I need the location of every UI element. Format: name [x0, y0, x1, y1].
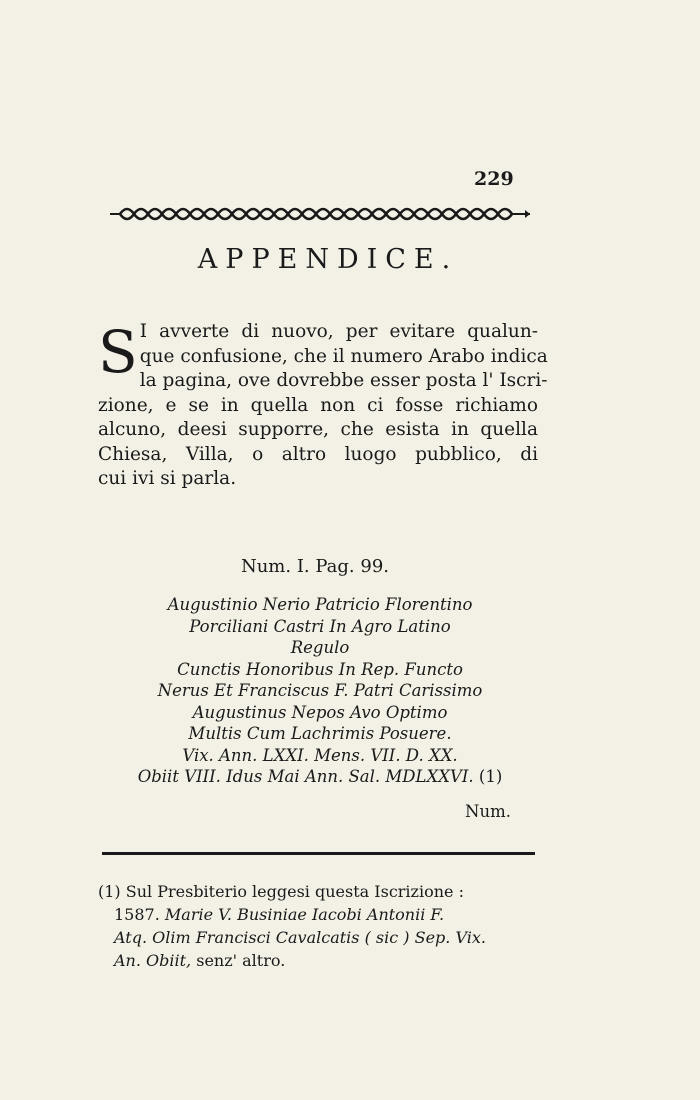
footnote-line — [98, 926, 538, 949]
footnote-inscription-text: Marie V. Businiae Iacobi Antonii F. — [164, 905, 445, 924]
inscription-block — [120, 594, 520, 788]
paragraph-line: la pagina, ove dovrebbe esser posta l' Iscri- — [139, 370, 548, 391]
inscription-line: Vix. Ann. LXXI. Mens. VII. D. XX. — [182, 745, 458, 765]
inscription-last-line: Obiit VIII. Idus Mai Ann. Sal. MDLXXVI. — [137, 767, 474, 786]
footnote-rule — [102, 852, 535, 855]
footnote-line — [98, 949, 538, 972]
paragraph-line: alcuno, deesi supporre, che esista in quella — [98, 419, 538, 440]
paragraph-line: cui ivi si parla. — [98, 468, 237, 489]
inscription-line: Augustinus Nepos Avo Optimo — [192, 702, 448, 722]
footnote-inscription-text: An. Obiit, — [114, 951, 192, 970]
page-number: 229 — [474, 168, 514, 190]
paragraph-line: zione, e se in quella non ci fosse richiamo — [98, 394, 538, 416]
footnote-line: (1) Sul Presbiterio leggesi questa Iscrizione : — [98, 882, 464, 901]
footnote — [98, 880, 538, 972]
inscription-line: Regulo — [290, 638, 350, 657]
footnote-reference: (1) — [478, 767, 503, 786]
ornamental-border — [106, 201, 534, 227]
footnote-comment: senz' altro. — [196, 951, 286, 970]
footnote-line — [98, 903, 538, 926]
footnote-inscription-text: Atq. Olim Francisci Cavalcatis ( sic ) Sep. Vix. — [114, 928, 486, 947]
inscription-line: Augustinio Nerio Patricio Florentino — [167, 595, 473, 614]
paragraph-line: Chiesa, Villa, o altro luogo pubblico, di — [98, 443, 538, 465]
inscription-line: Multis Cum Lachrimis Posuere. — [188, 724, 452, 743]
inscription-heading: Num. I. Pag. 99. — [240, 556, 390, 577]
catchword: Num. — [465, 802, 511, 821]
paragraph-line: I avverte di nuovo, per evitare qualun- — [139, 321, 538, 342]
section-title: APPENDICE. — [197, 244, 459, 275]
inscription-line — [120, 766, 520, 788]
drop-cap: S — [98, 318, 138, 386]
intro-paragraph — [98, 318, 548, 492]
inscription-line: Nerus Et Franciscus F. Patri Carissimo — [157, 681, 483, 700]
footnote-year: 1587. — [114, 905, 160, 924]
inscription-line: Cunctis Honoribus In Rep. Functo — [177, 659, 463, 679]
paragraph-line: que confusione, che il numero Arabo indica — [139, 345, 548, 367]
inscription-line: Porciliani Castri In Agro Latino — [189, 616, 451, 636]
